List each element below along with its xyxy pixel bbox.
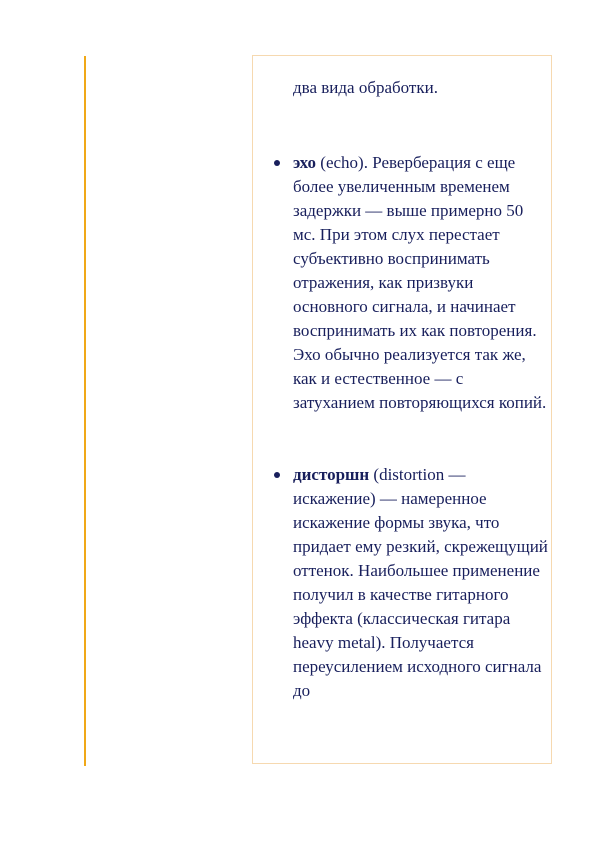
bullet-dot-icon	[274, 472, 280, 478]
bullet-item-distortion	[293, 463, 549, 703]
term-echo: эхо	[293, 153, 317, 172]
term-distortion: дисторшн	[293, 465, 370, 484]
description-echo: (echo). Реверберация с еще более увеличенным временем задержки — выше примерно 50 мс. При этом слух перестает субъективно воспринимать отражения, как призвуки основного сигнала, и начинает воспринимать их как повторения. Эхо обычно реализуется так же, как и естественное — с затуханием повторяющихся копий.	[293, 153, 547, 412]
text-frame	[252, 55, 552, 764]
left-accent-rule	[84, 56, 86, 766]
intro-text: два вида обработки.	[293, 78, 438, 97]
description-distortion: (distortion — искажение) — намеренное искажение формы звука, что придает ему резкий, скрежещущий оттенок. Наибольшее применение получил в качестве гитарного эффекта (классическая гитара heavy metal). Получается переусилением исходного сигнала до	[293, 465, 548, 700]
bullet-dot-icon	[274, 160, 280, 166]
text-content	[293, 76, 549, 703]
bullet-item-echo	[293, 151, 549, 415]
